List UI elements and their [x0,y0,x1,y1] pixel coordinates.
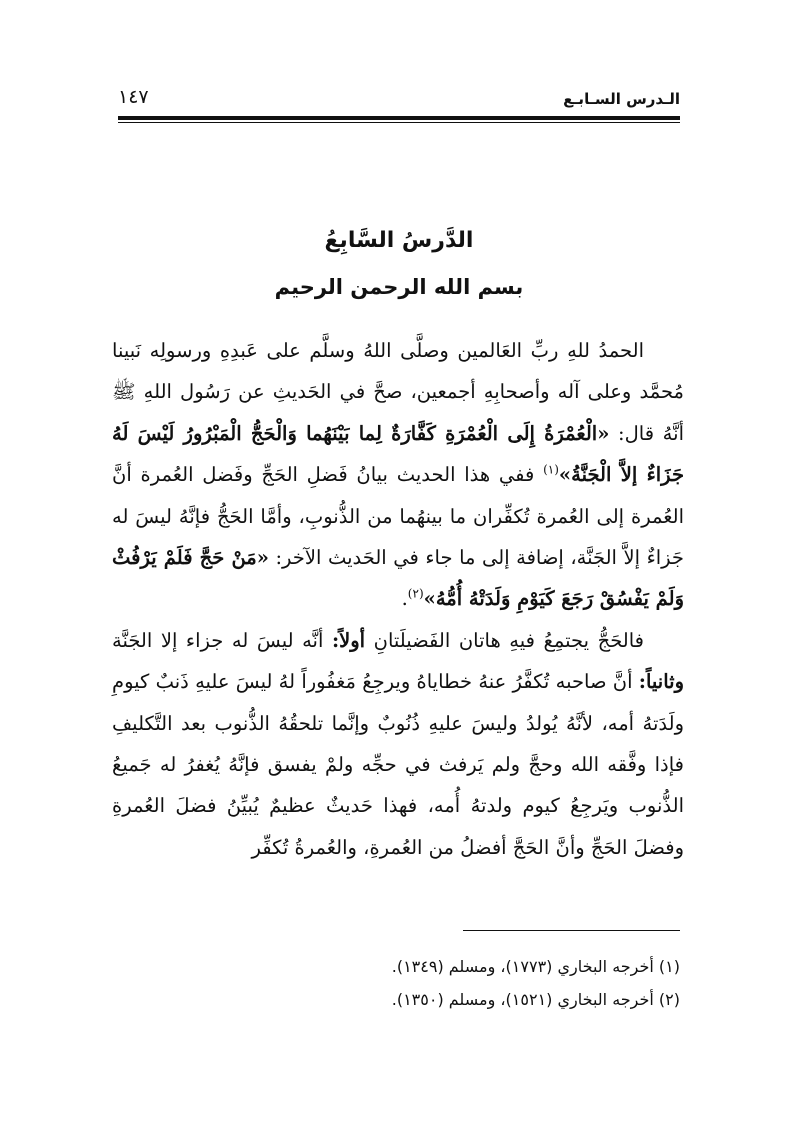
footnote-ref-1[interactable]: (١) [543,462,559,477]
running-title: الـدرس السـابـع [563,90,680,108]
footnotes [118,950,680,1016]
p2-b: أنَّه ليسَ له جزاء إلا الجَنَّة [112,628,332,652]
body-text [112,330,684,868]
p1-intro: الحمدُ للهِ ربِّ العَالمين وصلَّى اللهُ وسلَّم على عَبدِهِ ورسولِه نَبينا مُحمَّد وعلى آله وأصحابِهِ أجمعين، صحَّ في الحَديثِ عن رَسُول اللهِ ﷺ أنَّهُ قال: [112,339,684,445]
basmala: بسم الله الرحمن الرحيم [274,275,524,299]
p1-end: . [401,587,408,611]
running-header [118,86,680,116]
page-number: ١٤٧ [118,86,149,108]
footnote-2: (٢) أخرجه البخاري (١٥٢١)، ومسلم (١٣٥٠). [391,990,680,1009]
keyword-first: أولاً: [331,628,366,652]
p2-a: فالحَجُّ يجتمِعُ فيهِ هاتان الفَضيلَتانِ [365,628,644,652]
paragraph-1 [112,330,684,620]
hadith-2: «مَنْ حَجَّ فَلَمْ يَرْفُثْ وَلَمْ يَفْسُقْ رَجَعَ كَيَوْمِ وَلَدَتْهُ أُمُّهُ» [112,546,684,611]
footnote-rule [463,930,680,931]
p2-c: أنَّ صاحبه تُكفَّرُ عنهُ خطاياهُ ويرجِعُ مَغفُوراً لهُ ليسَ عليهِ ذَنبٌ كيومِ ولَدَتهُ أمه، لأنَّهُ يُولدُ وليسَ عليهِ ذُنُوبٌ وإنَّما تلحقُهُ الذُّنوب بعد التَّكليفِ فإذا وفَّقه الله وحجَّ ولم يَرفث في حجِّه ولمْ يفسق فإنَّهُ يُغفرُ له جَميعُ الذُّنوب ويَرجِعُ كيوم ولدتهُ أُمه، فهذا حَديثٌ عظيمٌ يُبيِّنُ فضلَ العُمرةِ وفضلَ الحَجِّ وأنَّ الحَجَّ أفضلُ من العُمرةِ، والعُمرةُ تُكفِّر [112,670,684,859]
footnote-1: (١) أخرجه البخاري (١٧٧٣)، ومسلم (١٣٤٩). [391,957,680,976]
paragraph-2 [112,620,684,868]
header-rule-thin [118,122,680,123]
hadith-1: «الْعُمْرَةُ إِلَى الْعُمْرَةِ كَفَّارَةٌ لِما بَيْنَهُما وَالْحَجُّ الْمَبْرُورُ لَيْسَ لَهُ جَزَاءٌ إلاَّ الْجَنَّةُ» [112,421,684,487]
p1-rest: ففي هذا الحديث بيانُ فَضلِ الحَجِّ وفَضل العُمرة أنَّ العُمرة إلى العُمرة تُكفِّران ما بينهُما من الذُّنوبِ، وأمَّا الحَجُّ فإنَّهُ ليسَ له جَزاءٌ إلاَّ الجَنَّة، إضافة إلى ما جاء في الحَديث الآخر: [112,463,684,570]
keyword-second: وثانياً: [638,670,684,694]
lesson-title: الدَّرسُ السَّابِعُ [324,228,474,253]
footnote-ref-2[interactable]: (٢) [407,586,424,601]
header-rule-thick [118,116,680,120]
